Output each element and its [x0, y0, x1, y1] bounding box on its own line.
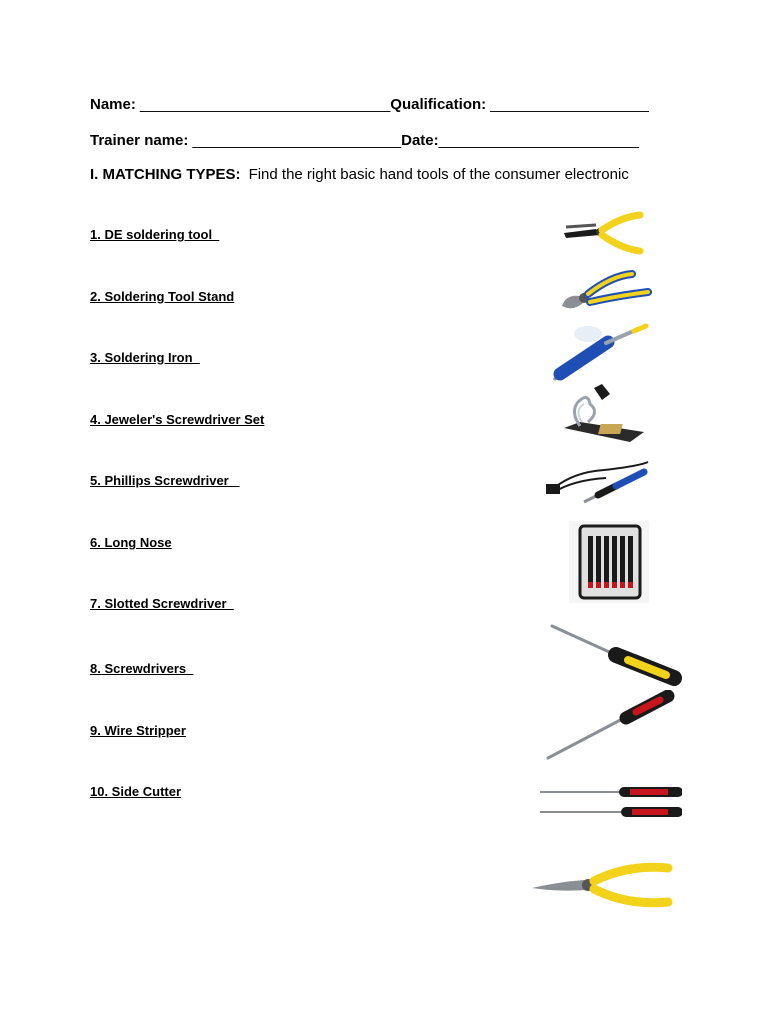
wire-stripper-icon: [556, 205, 646, 260]
matching-item-1: 1. DE soldering tool: [90, 227, 220, 242]
matching-item-7: 7. Slotted Screwdriver: [90, 596, 234, 611]
matching-item-6: 6. Long Nose: [90, 535, 172, 550]
name-qualification-line: [90, 96, 649, 113]
soldering-stand-icon: [560, 382, 646, 446]
long-nose-pliers-icon: [528, 858, 678, 918]
instruction-text: Find the right basic hand tools of the consumer electronic: [248, 166, 629, 183]
matching-item-9: 9. Wire Stripper: [90, 723, 186, 738]
section-heading: [90, 166, 629, 183]
matching-item-2: 2. Soldering Tool Stand: [90, 289, 235, 304]
matching-item-10: 10. Side Cutter: [90, 784, 182, 799]
screwdrivers-pair-icon: [536, 780, 682, 824]
qualification-label: Qualification:: [390, 96, 487, 113]
soldering-iron-icon: [544, 452, 662, 510]
slotted-screwdriver-icon: [544, 690, 676, 762]
side-cutter-icon: [556, 268, 652, 320]
date-field[interactable]: ________________________: [438, 132, 639, 149]
qualification-field[interactable]: ___________________: [486, 96, 649, 113]
matching-item-5: 5. Phillips Screwdriver: [90, 473, 240, 488]
trainer-date-line: [90, 132, 639, 149]
phillips-screwdriver-icon: [548, 620, 684, 686]
trainer-name-label: Trainer name:: [90, 132, 189, 149]
name-field[interactable]: ______________________________: [135, 96, 391, 113]
section-title: I. MATCHING TYPES:: [90, 166, 241, 183]
name-label: Name:: [90, 96, 136, 113]
matching-item-8: 8. Screwdrivers: [90, 661, 194, 676]
matching-item-4: 4. Jeweler's Screwdriver Set: [90, 412, 265, 427]
trainer-name-field[interactable]: _________________________: [188, 132, 402, 149]
jeweler-screwdriver-set-icon: [568, 520, 650, 604]
date-label: Date:: [401, 132, 439, 149]
matching-item-3: 3. Soldering Iron: [90, 350, 200, 365]
desoldering-tool-icon: [548, 322, 652, 386]
